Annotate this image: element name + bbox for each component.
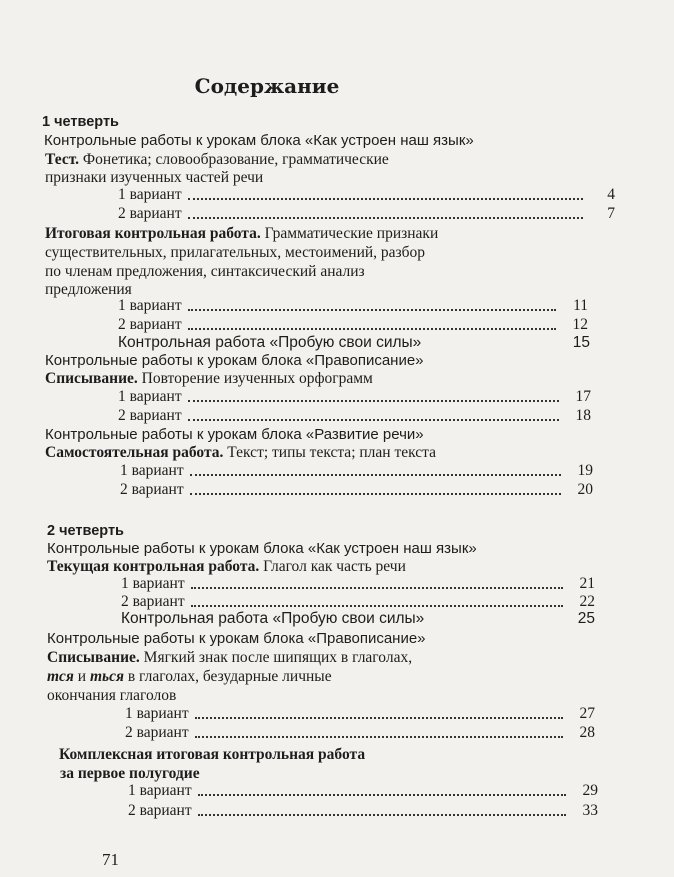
- entry-label: 1 вариант: [118, 297, 182, 314]
- entry-page: 33: [582, 802, 598, 819]
- q2-block2-header: Контрольные работы к урокам блока «Правописание»: [47, 630, 426, 647]
- entry-label: 2 вариант: [120, 481, 184, 498]
- leader-dots: [195, 736, 563, 738]
- q2-copy-line2: [47, 668, 332, 686]
- entry-label: 2 вариант: [125, 724, 189, 741]
- toc-entry[interactable]: [118, 388, 591, 406]
- toc-entry[interactable]: [118, 186, 615, 204]
- toc-entry[interactable]: [125, 724, 595, 742]
- entry-page: 4: [607, 186, 615, 203]
- entry-label: 1 вариант: [121, 575, 185, 592]
- entry-label: 2 вариант: [118, 316, 182, 333]
- toc-entry[interactable]: [121, 610, 595, 628]
- toc-entry[interactable]: [128, 782, 598, 800]
- q1-final-text1: Грамматические признаки: [260, 225, 439, 242]
- q1-final-line1: [45, 225, 438, 243]
- leader-dots: [198, 794, 566, 796]
- leader-dots: [191, 587, 563, 589]
- q1-copy-line: [45, 370, 373, 388]
- q1-block3-header: Контрольные работы к урокам блока «Развитие речи»: [45, 426, 424, 443]
- q1-self-line: [45, 444, 436, 462]
- q1-block2-header: Контрольные работы к урокам блока «Правописание»: [45, 352, 424, 369]
- toc-entry[interactable]: [118, 334, 590, 352]
- q2-current-label: Текущая контрольная работа.: [47, 558, 260, 575]
- page-number: 71: [102, 850, 119, 869]
- entry-label: 1 вариант: [128, 782, 192, 799]
- q1-final-line4: предложения: [45, 281, 132, 298]
- entry-label: Контрольная работа «Пробую свои силы»: [118, 334, 422, 351]
- entry-label: 1 вариант: [125, 705, 189, 722]
- entry-label: Контрольная работа «Пробую свои силы»: [121, 610, 425, 627]
- q2-copy-text2: в глаголах, безударные личные: [123, 668, 332, 685]
- q1-final-label: Итоговая контрольная работа.: [45, 225, 261, 242]
- toc-entry[interactable]: [120, 462, 593, 480]
- leader-dots: [188, 400, 559, 402]
- page-title: Содержание: [194, 74, 340, 98]
- entry-page: 29: [582, 782, 598, 799]
- leader-dots: [198, 814, 566, 816]
- q1-final-line3: по членам предложения, синтаксический анализ: [45, 263, 365, 280]
- tsya-suffix: тся: [47, 668, 74, 685]
- q2-current-line: [47, 558, 406, 576]
- entry-page: 18: [575, 407, 591, 424]
- entry-page: 12: [572, 316, 588, 333]
- entry-page: 11: [573, 297, 588, 314]
- toc-entry[interactable]: [118, 297, 588, 315]
- entry-label: 2 вариант: [118, 407, 182, 424]
- q1-final-line2: существительных, прилагательных, местоимений, разбор: [45, 244, 426, 261]
- quarter-2-heading: 2 четверть: [47, 523, 124, 539]
- q2-block1-header: Контрольные работы к урокам блока «Как устроен наш язык»: [47, 540, 477, 557]
- entry-page: 19: [577, 462, 593, 479]
- q1-test-line1: [45, 151, 389, 169]
- leader-dots: [190, 474, 561, 476]
- q1-block1-header: Контрольные работы к урокам блока «Как устроен наш язык»: [44, 132, 474, 149]
- toc-entry[interactable]: [121, 593, 595, 611]
- and-word: и: [73, 668, 90, 685]
- entry-page: 15: [572, 334, 590, 351]
- toc-entry[interactable]: [121, 575, 595, 593]
- q1-test-line2: признаки изученных частей речи: [45, 169, 264, 186]
- entry-label: 1 вариант: [118, 388, 182, 405]
- q1-copy-text: Повторение изученных орфограмм: [137, 370, 373, 387]
- leader-dots: [188, 328, 556, 330]
- entry-label: 1 вариант: [118, 186, 182, 203]
- entry-label: 1 вариант: [120, 462, 184, 479]
- leader-dots: [188, 309, 556, 311]
- entry-page: 25: [577, 610, 595, 627]
- q2-complex-header1: Комплексная итоговая контрольная работа: [59, 746, 366, 763]
- q2-copy-line3: окончания глаголов: [47, 687, 177, 704]
- leader-dots: [190, 493, 561, 495]
- toc-entry[interactable]: [118, 316, 588, 334]
- leader-dots: [188, 217, 583, 219]
- q1-self-text: Текст; типы текста; план текста: [223, 444, 436, 461]
- toc-entry[interactable]: [118, 407, 591, 425]
- entry-page: 22: [579, 593, 595, 610]
- entry-page: 21: [579, 575, 595, 592]
- toc-entry[interactable]: [125, 705, 595, 723]
- entry-page: 7: [607, 205, 615, 222]
- q2-copy-label: Списывание.: [47, 649, 140, 666]
- quarter-1-heading: 1 четверть: [42, 114, 119, 130]
- entry-page: 17: [575, 388, 591, 405]
- toc-entry[interactable]: [120, 481, 593, 499]
- q2-current-text: Глагол как часть речи: [259, 558, 406, 575]
- entry-label: 2 вариант: [118, 205, 182, 222]
- q2-copy-line1: [47, 649, 412, 667]
- tsya2-suffix: ться: [89, 668, 124, 685]
- entry-label: 2 вариант: [121, 593, 185, 610]
- q2-copy-text1: Мягкий знак после шипящих в глаголах,: [139, 649, 413, 666]
- toc-entry[interactable]: [128, 802, 598, 820]
- leader-dots: [191, 605, 563, 607]
- leader-dots: [188, 198, 583, 200]
- q1-copy-label: Списывание.: [45, 370, 138, 387]
- leader-dots: [195, 717, 563, 719]
- q1-test-label: Тест.: [45, 151, 80, 168]
- entry-page: 27: [579, 705, 595, 722]
- entry-label: 2 вариант: [128, 802, 192, 819]
- q1-test-text1: Фонетика; словообразование, грамматические: [79, 151, 389, 168]
- entry-page: 28: [579, 724, 595, 741]
- leader-dots: [188, 419, 559, 421]
- q1-self-label: Самостоятельная работа.: [45, 444, 224, 461]
- entry-page: 20: [577, 481, 593, 498]
- q2-complex-header2: за первое полугодие: [60, 765, 200, 782]
- toc-entry[interactable]: [118, 205, 615, 223]
